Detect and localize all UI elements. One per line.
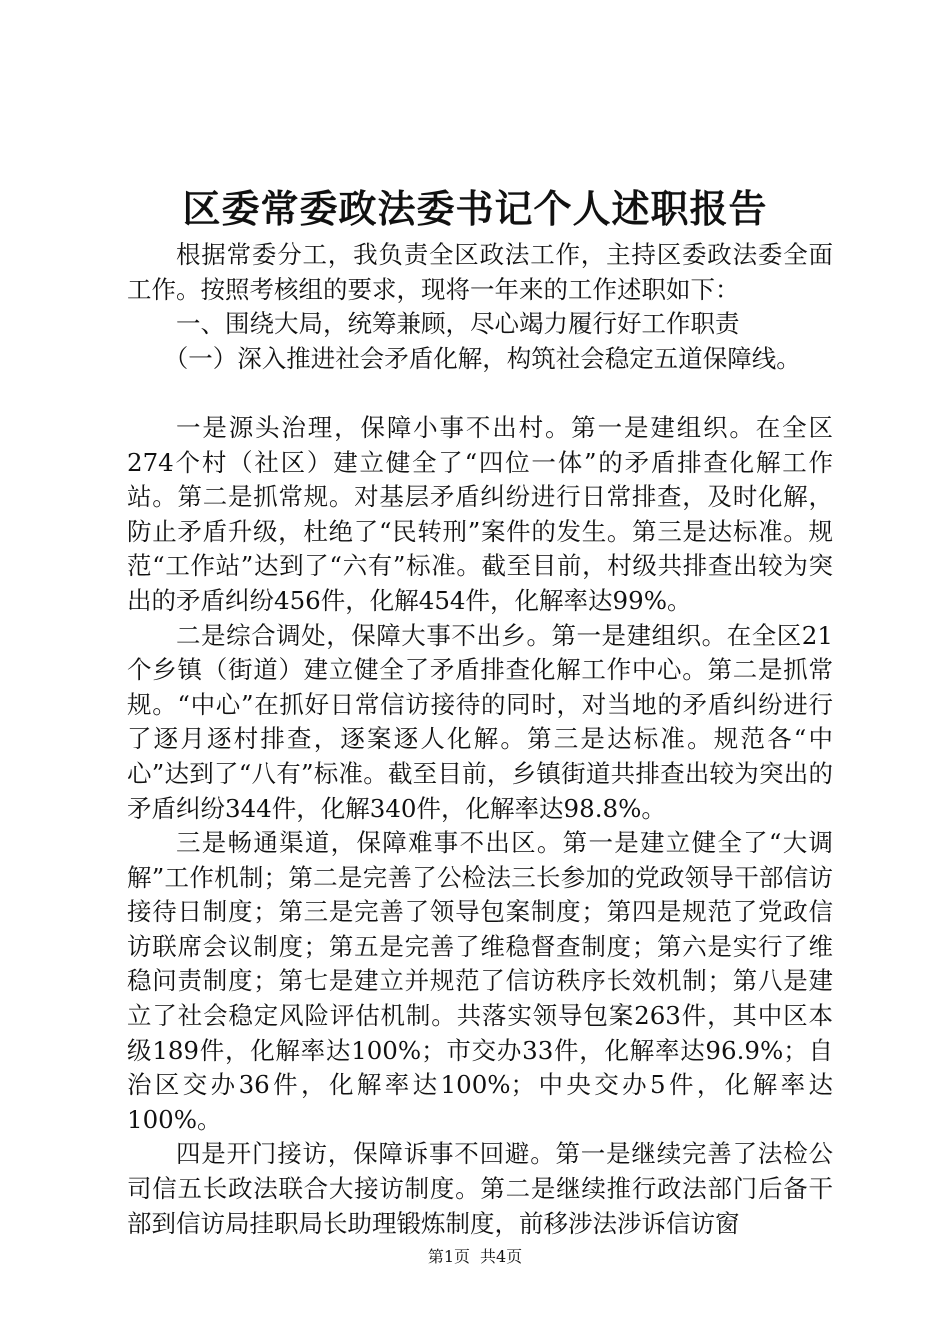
document-title: 区委常委政法委书记个人述职报告 — [182, 186, 768, 231]
paragraph-point-4: 四是开门接访，保障诉事不回避。第一是继续完善了法检公司信五长政法联合大接访制度。第二是继续推行政法部门后备干部到信访局挂职局长助理锻炼制度，前移涉法涉诉信访窗 — [127, 1139, 833, 1238]
page-total: 共4页 — [480, 1247, 523, 1266]
section-heading: 一、围绕大局，统筹兼顾，尽心竭力履行好工作职责 — [176, 309, 740, 339]
page-footer — [0, 1245, 950, 1269]
document-body — [127, 238, 833, 1241]
paragraph-point-3: 三是畅通渠道，保障难事不出区。第一是建立健全了“大调解”工作机制；第二是完善了公检法三长参加的党政领导干部信访接待日制度；第三是完善了领导包案制度；第四是规范了党政信访联席会议制度；第五是完善了维稳督查制度；第六是实行了维稳问责制度；第七是建立并规范了信访秩序长效机制；第八是建立了社会稳定风险评估机制。共落实领导包案263件，其中区本级189件，化解率达100%；市交办33件，化解率达96.9%；自治区交办36件，化解率达100%；中央交办5件，化解率达100%。 — [127, 828, 833, 1134]
paragraph-point-1: 一是源头治理，保障小事不出村。第一是建组织。在全区274个村（社区）建立健全了“四位一体”的矛盾排查化解工作站。第二是抓常规。对基层矛盾纠纷进行日常排查，及时化解，防止矛盾升级，杜绝了“民转刑”案件的发生。第三是达标准。规范“工作站”达到了“六有”标准。截至目前，村级共排查出较为突出的矛盾纠纷456件，化解454件，化解率达99%。 — [127, 412, 833, 615]
page-number: 第1页 — [427, 1247, 470, 1266]
paragraph-intro: 根据常委分工，我负责全区政法工作，主持区委政法委全面工作。按照考核组的要求，现将一年来的工作述职如下： — [127, 240, 833, 304]
subsection-heading: （一）深入推进社会矛盾化解，构筑社会稳定五道保障线。 — [163, 343, 801, 373]
blank-line — [127, 376, 833, 411]
paragraph-point-2: 二是综合调处，保障大事不出乡。第一是建组织。在全区21个乡镇（街道）建立健全了矛盾排查化解工作中心。第二是抓常规。“中心”在抓好日常信访接待的同时，对当地的矛盾纠纷进行了逐月逐村排查，逐案逐人化解。第三是达标准。规范各“中心”达到了“八有”标准。截至目前，乡镇街道共排查出较为突出的矛盾纠纷344件，化解340件，化解率达98.8%。 — [127, 620, 833, 823]
